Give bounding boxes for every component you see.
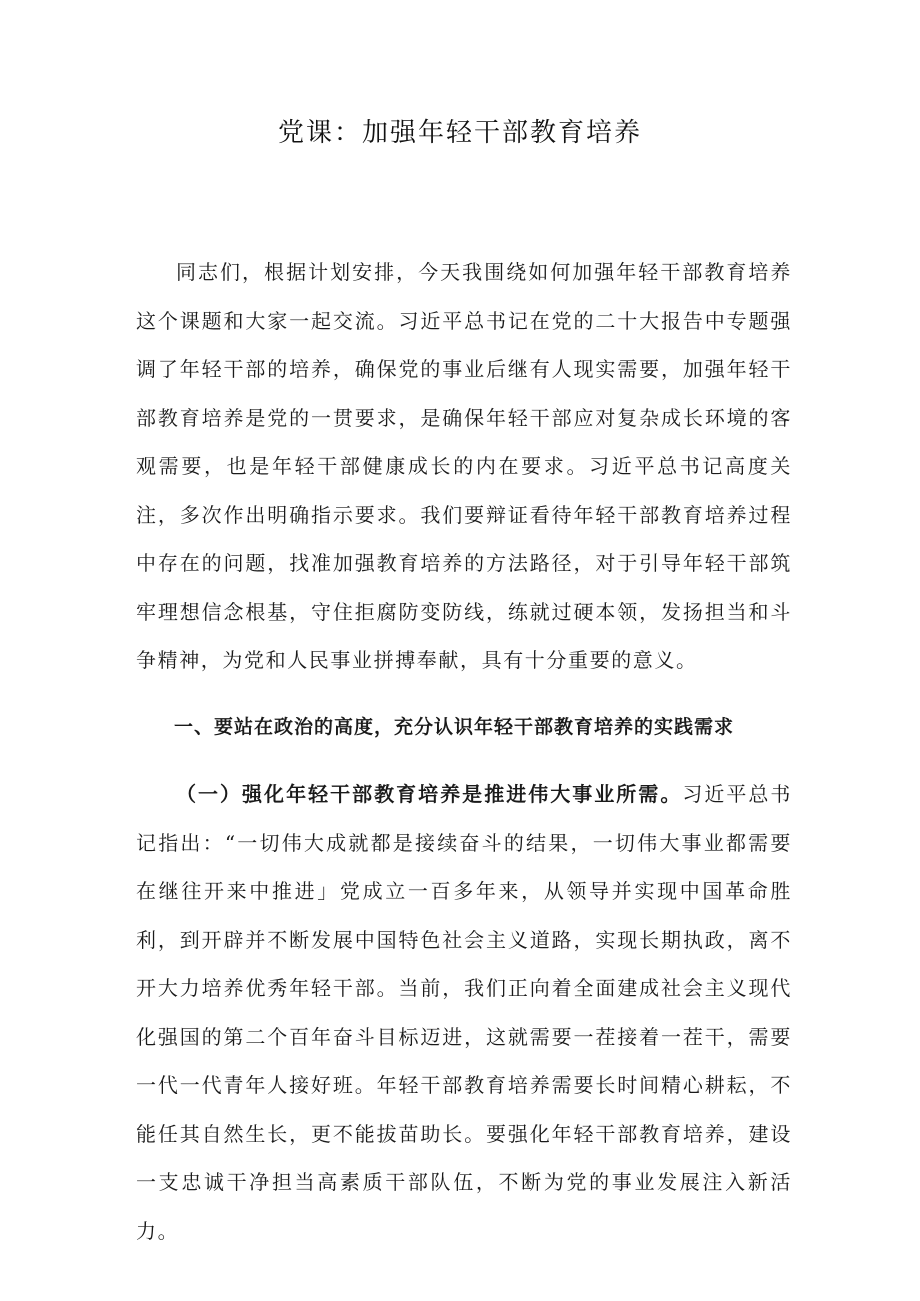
subsection-body: 习近平总书记指出：“一切伟大成就都是接续奋斗的结果，一切伟大事业都需要在继往开来中推进」党成立一百多年来，从领导并实现中国革命胜利，到开辟并不断发展中国特色社会主义道路，实现长期执政，离不开大力培养优秀年轻干部。当前，我们正向着全面建成社会主义现代化强国的第二个百年奋斗目标迈进，这就需要一茬接着一茬干，需要一代一代青年人接好班。年轻干部教育培养需要长时间精心耕耘，不能任其自然生长，更不能拔苗助长。要强化年轻干部教育培养，建设一支忠诚干净担当高素质干部队伍，不断为党的事业发展注入新活力。	[136, 782, 793, 1243]
intro-paragraph: 同志们，根据计划安排，今天我围绕如何加强年轻干部教育培养这个课题和大家一起交流。习近平总书记在党的二十大报告中专题强调了年轻干部的培养，确保党的事业后继有人现实需要，加强年轻干部教育培养是党的一贯要求，是确保年轻干部应对复杂成长环境的客观需要，也是年轻干部健康成长的内在要求。习近平总书记高度关注，多次作出明确指示要求。我们要辩证看待年轻干部教育培养过程中存在的问题，找准加强教育培养的方法路径，对于引导年轻干部筑牢理想信念根基，守住拒腐防变防线，练就过硬本领，发扬担当和斗争精神，为党和人民事业拼搏奉献，具有十分重要的意义。	[136, 260, 792, 672]
section-heading: 一、要站在政治的高度，充分认识年轻干部教育培养的实践需求	[174, 716, 735, 738]
subsection-lead: （一）强化年轻干部教育培养是推进伟大事业所需。	[176, 782, 683, 806]
document-title: 党课：加强年轻干部教育培养	[277, 118, 642, 148]
subsection-paragraph	[136, 770, 792, 1255]
